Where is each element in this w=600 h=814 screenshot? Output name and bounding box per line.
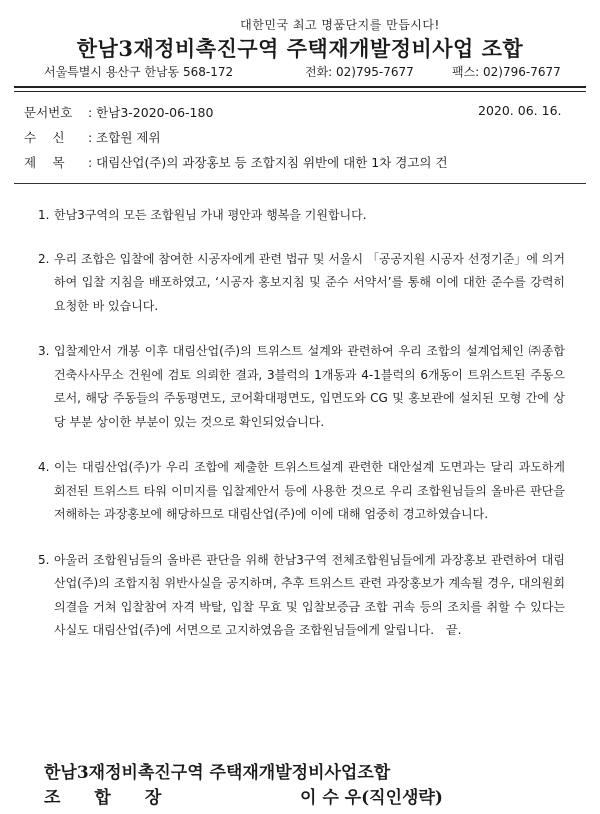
item-text: 한남3구역의 모든 조합원님 가내 평안과 행복을 기원합니다. bbox=[54, 208, 367, 222]
signature-title: 조 합 장 bbox=[44, 788, 162, 808]
recipient: : 조합원 제위 bbox=[88, 130, 161, 145]
list-item bbox=[38, 204, 565, 228]
slogan: 대한민국 최고 명품단지를 만듭시다! bbox=[240, 18, 440, 32]
org-title: 한남3재정비촉진구역 주택재개발정비사업 조합 bbox=[76, 36, 524, 61]
item-text: 아울러 조합원님들의 올바른 판단을 위해 한남3구역 전체조합원님들에게 과장홍보 관련하여 대림산업(주)의 조합지침 위반사실을 공지하며, 추후 트위스트 관련 과장홍보가 계속될 경우, 대의원회 의결을 거쳐 입찰참여 자격 박탈, 입찰 무효 및 입찰보증금 조합 귀속 등의 조치를 취할 수 있다는 사실도 대림산업(주)에 서면으로 고지하였음을 조합원님들에게 알립니다. 끝. bbox=[54, 552, 565, 637]
phone: 전화: 02)795-7677 bbox=[305, 65, 414, 79]
subject-label: 제 목 bbox=[24, 155, 65, 170]
doc-number: : 한남3-2020-06-180 bbox=[88, 105, 214, 120]
item-number: 2. bbox=[38, 251, 50, 266]
item-text: 우리 조합은 입찰에 참여한 시공자에게 관련 법규 및 서울시 「공공지원 시공자 선정기준」에 의거하여 입찰 지침을 배포하였고, ‘시공자 홍보지침 및 준수 서약서’를 통해 이에 대한 준수를 강력히 요청한 바 있습니다. bbox=[54, 251, 565, 313]
list-item bbox=[38, 456, 565, 527]
doc-number-label: 문서번호 bbox=[24, 105, 73, 120]
subject: : 대림산업(주)의 과장홍보 등 조합지침 위반에 대한 1차 경고의 건 bbox=[88, 155, 448, 170]
header-divider bbox=[14, 86, 586, 92]
signature-org: 한남3재정비촉진구역 주택재개발정비사업조합 bbox=[44, 763, 391, 783]
address: 서울특별시 용산구 한남동 568-172 bbox=[44, 65, 234, 79]
item-number: 4. bbox=[38, 460, 50, 474]
item-number: 1. bbox=[38, 208, 50, 222]
item-number: 5. bbox=[38, 552, 50, 567]
item-text: 이는 대림산업(주)가 우리 조합에 제출한 트위스트설계 관련한 대안설계 도면과는 달리 과도하게 회전된 트위스트 타워 이미지를 입찰제안서 등에 사용한 것으로 우리 조합원님들의 올바른 판단을 저해하는 과장홍보에 해당하므로 대림산업(주)에 이에 대해 엄중히 경고하였습니다. bbox=[54, 460, 565, 521]
item-number: 3. bbox=[38, 344, 50, 358]
doc-date: 2020. 06. 16. bbox=[478, 103, 562, 118]
signature-name: 이 수 우(직인생략) bbox=[300, 788, 443, 808]
recipient-label: 수 신 bbox=[24, 130, 65, 145]
recipient-row bbox=[24, 128, 161, 146]
list-item bbox=[38, 549, 565, 643]
list-item bbox=[38, 340, 565, 434]
notice-items bbox=[38, 204, 565, 665]
doc-number-row bbox=[24, 103, 213, 121]
list-item bbox=[38, 248, 565, 319]
item-text: 입찰제안서 개봉 이후 대림산업(주)의 트위스트 설계와 관련하여 우리 조합의 설계업체인 ㈜종합건축사사무소 건원에 검토 의뢰한 결과, 3블럭의 1개동과 4-1블럭의 6개동이 트위스트된 주동으로서, 해당 주동들의 주동평면도, 코어확대평면도, 입면도와 CG 및 홍보관에 설치된 모형 간에 상당 부분 상이한 부분이 있는 것으로 확인되었습니다. bbox=[54, 344, 565, 429]
fax: 팩스: 02)796-7677 bbox=[452, 65, 561, 79]
subject-row bbox=[24, 153, 448, 171]
meta-divider bbox=[14, 183, 586, 184]
